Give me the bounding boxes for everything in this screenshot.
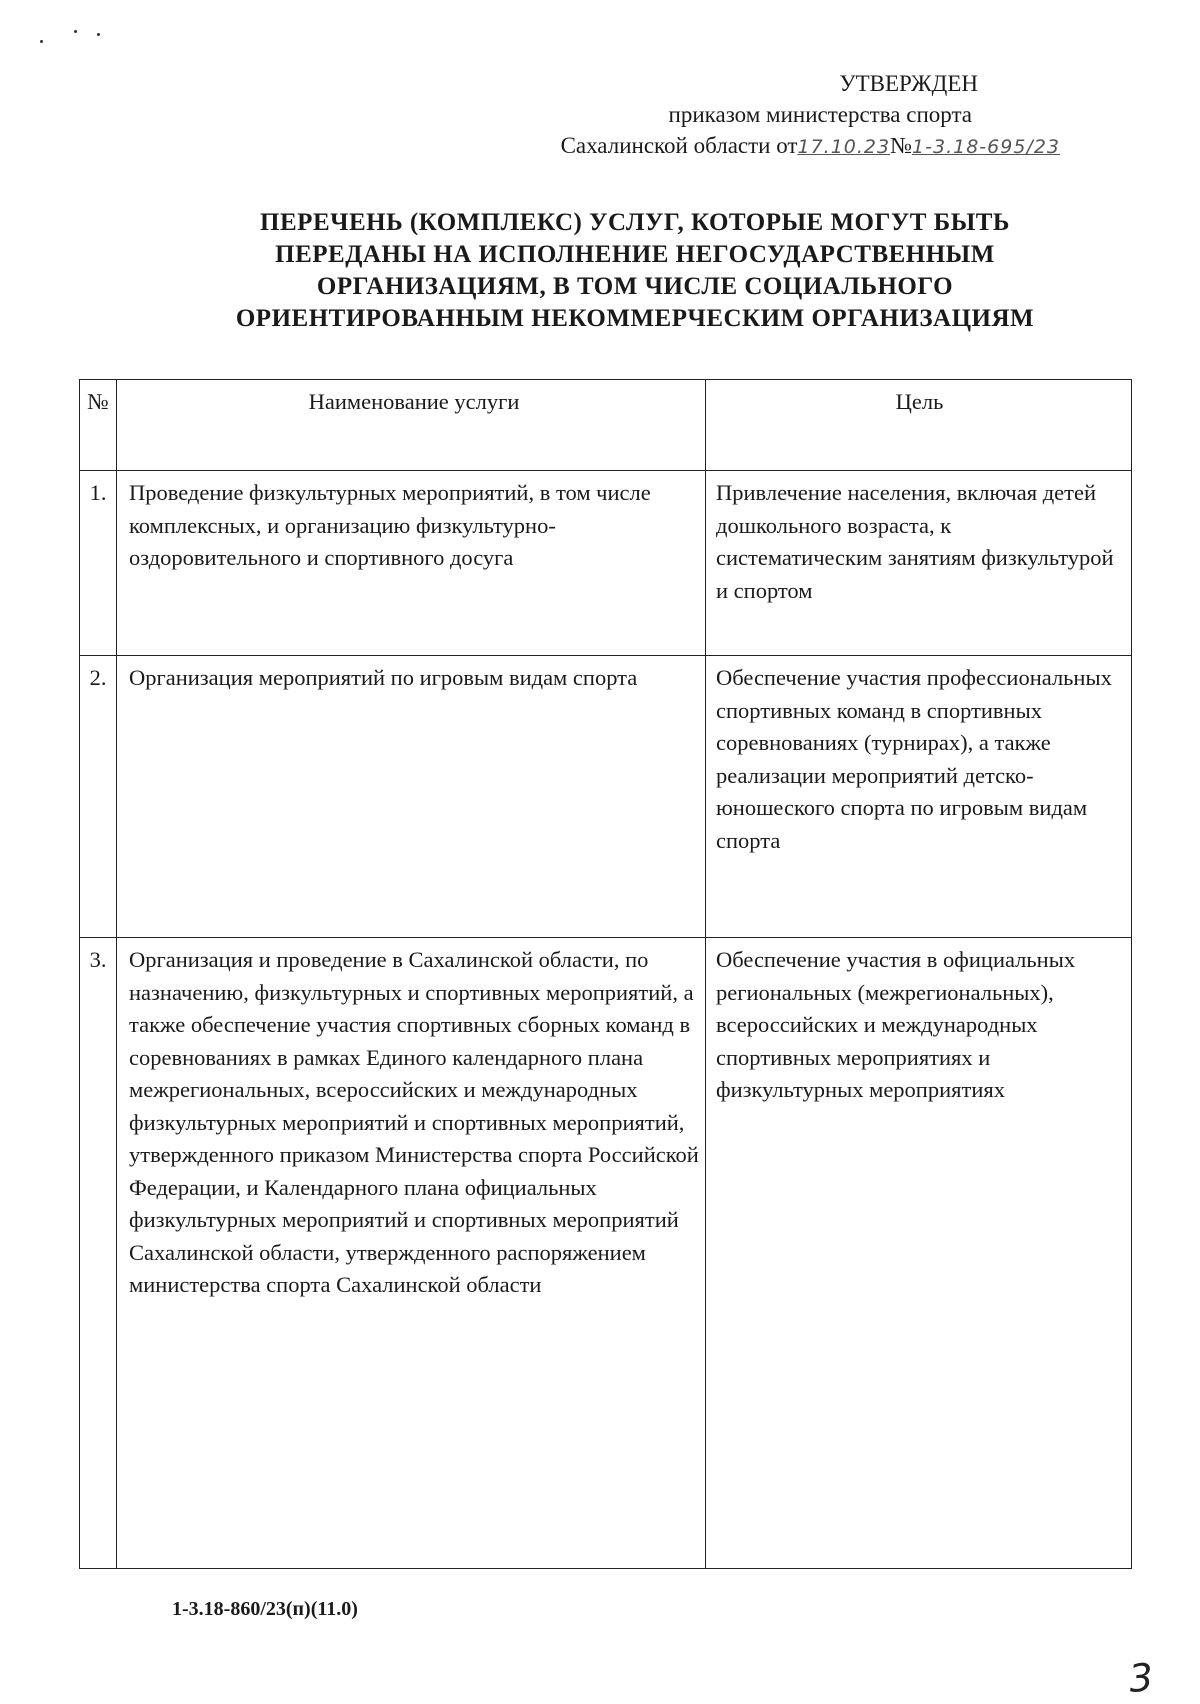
row-number: 1. — [80, 471, 117, 656]
approval-order-line: приказом министерства спорта — [668, 102, 972, 127]
handwritten-date: 17.10.23 — [797, 136, 891, 158]
scan-speck — [97, 33, 100, 36]
approval-heading: УТВЕРЖДЕН — [839, 71, 978, 96]
handwritten-page-number: 3 — [1127, 1655, 1156, 1701]
goal-cell: Обеспечение участия профессиональных спортивных команд в спортивных соревнованиях (турнирах), а также реализации мероприятий детско-юношеского спорта по игровым видам спорта — [706, 656, 1132, 938]
scan-speck — [74, 30, 77, 33]
table-row — [80, 471, 1132, 656]
table-row — [80, 656, 1132, 938]
number-sign: № — [890, 133, 913, 158]
services-table — [79, 379, 1132, 1569]
table-header-row — [80, 380, 1132, 471]
header-service-name: Наименование услуги — [117, 380, 706, 471]
approval-date-number-line — [460, 130, 1060, 163]
scan-speck — [40, 40, 43, 43]
title-line-2: ПЕРЕДАНЫ НА ИСПОЛНЕНИЕ НЕГОСУДАРСТВЕННЫМ — [275, 241, 995, 268]
row-number: 3. — [80, 938, 117, 1569]
header-goal: Цель — [706, 380, 1132, 471]
goal-cell: Привлечение населения, включая детей дошкольного возраста, к систематическим занятиям физкультурой и спортом — [706, 471, 1132, 656]
row-number: 2. — [80, 656, 117, 938]
title-line-4: ОРИЕНТИРОВАННЫМ НЕКОММЕРЧЕСКИМ ОРГАНИЗАЦИЯМ — [235, 305, 1035, 332]
title-line-1: ПЕРЕЧЕНЬ (КОМПЛЕКС) УСЛУГ, КОТОРЫЕ МОГУТ БЫТЬ — [260, 209, 1010, 236]
table-row — [80, 938, 1132, 1569]
service-name-cell: Проведение физкультурных мероприятий, в том числе комплексных, и организацию физкультурно-оздоровительного и спортивного досуга — [117, 471, 706, 656]
title-line-3: ОРГАНИЗАЦИЯМ, В ТОМ ЧИСЛЕ СОЦИАЛЬНОГО — [316, 273, 954, 300]
document-registration-code: 1-3.18-860/23(п)(11.0) — [172, 1598, 358, 1620]
service-name-cell: Организация и проведение в Сахалинской области, по назначению, физкультурных и спортивных мероприятий, а также обеспечение участия спортивных сборных команд в соревнованиях в рамках Единого календарного плана межрегиональных, всероссийских и международных физкультурных мероприятий и спортивных мероприятий, утвержденного приказом Министерства спорта Российской Федерации, и Календарного плана официальных физкультурных мероприятий и спортивных мероприятий Сахалинской области, утвержденного распоряжением министерства спорта Сахалинской области — [117, 938, 706, 1569]
approval-stamp-block — [460, 68, 1060, 163]
goal-cell: Обеспечение участия в официальных региональных (межрегиональных), всероссийских и международных спортивных мероприятиях и физкультурных мероприятиях — [706, 938, 1132, 1569]
handwritten-order-number: 1-3.18-695/23 — [912, 136, 1060, 158]
service-name-cell: Организация мероприятий по игровым видам спорта — [117, 656, 706, 938]
document-title — [150, 207, 1120, 335]
approval-region-text: Сахалинской области от — [560, 133, 798, 158]
header-number: № — [80, 380, 117, 471]
